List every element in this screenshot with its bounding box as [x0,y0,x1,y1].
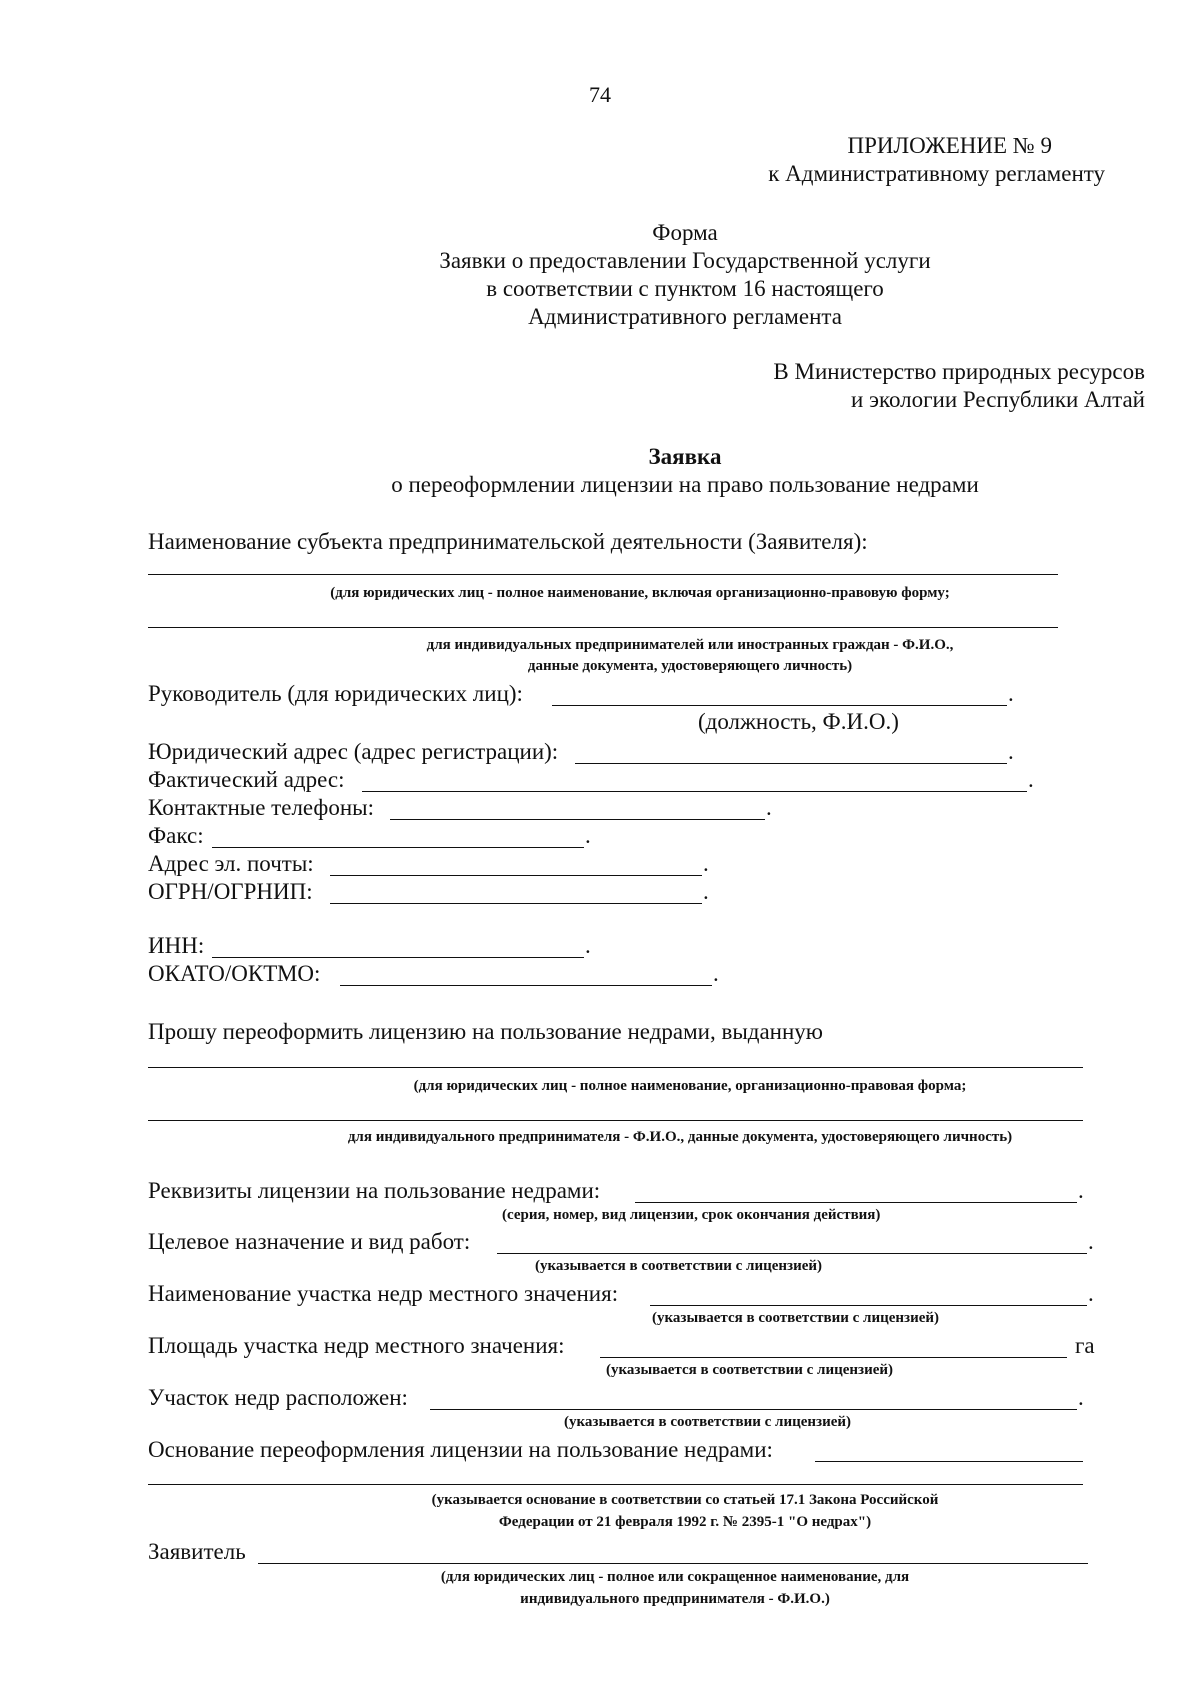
license-requisites-hint: (серия, номер, вид лицензии, срок окончания действия) [502,1207,881,1223]
inn-line[interactable] [212,957,584,958]
inn-dot: . [585,933,591,958]
head-hint: (должность, Ф.И.О.) [698,709,899,734]
ogrn-dot: . [703,879,709,904]
head-label: Руководитель (для юридических лиц): [148,681,523,706]
basis-hint-1: (указывается основание в соответствии со статьей 17.1 Закона Российской [431,1492,939,1508]
plot-location-line[interactable] [430,1409,1077,1410]
application-title: Заявка [648,444,722,469]
form-title-line3: в соответствии с пунктом 16 настоящего [486,276,884,301]
applicant-name-line-1[interactable] [148,574,1058,575]
fax-line[interactable] [212,847,584,848]
appendix-reference: к Административному регламенту [768,161,1105,186]
phones-dot: . [766,795,772,820]
purpose-hint: (указывается в соответствии с лицензией) [535,1258,823,1274]
ogrn-label: ОГРН/ОГРНИП: [148,879,313,904]
actual-address-dot: . [1028,767,1034,792]
basis-line-1[interactable] [815,1461,1083,1462]
head-field-line[interactable] [552,705,1007,706]
license-requisites-line[interactable] [635,1202,1077,1203]
legal-address-line[interactable] [575,763,1007,764]
actual-address-label: Фактический адрес: [148,767,345,792]
plot-name-hint: (указывается в соответствии с лицензией) [652,1310,940,1326]
plot-name-dot: . [1088,1281,1094,1306]
form-title-line2: Заявки о предоставлении Государственной услуги [439,248,931,273]
request-line-1[interactable] [148,1067,1083,1068]
purpose-line[interactable] [497,1253,1087,1254]
plot-location-dot: . [1078,1385,1084,1410]
plot-area-hint: (указывается в соответствии с лицензией) [606,1362,894,1378]
signature-hint-1: (для юридических лиц - полное или сокращенное наименование, для [440,1569,910,1585]
plot-name-label: Наименование участка недр местного значения: [148,1281,619,1306]
email-label: Адрес эл. почты: [148,851,314,876]
license-requisites-label: Реквизиты лицензии на пользование недрами: [148,1178,601,1203]
request-hint-1: (для юридических лиц - полное наименование, организационно-правовая форма; [413,1078,967,1094]
purpose-dot: . [1088,1229,1094,1254]
request-line-2[interactable] [148,1120,1083,1121]
phones-label: Контактные телефоны: [148,795,374,820]
application-subtitle: о переоформлении лицензии на право пользование недрами [391,472,979,497]
okato-line[interactable] [340,985,712,986]
head-dot: . [1008,681,1014,706]
email-dot: . [703,851,709,876]
plot-name-line[interactable] [650,1305,1087,1306]
inn-label: ИНН: [148,933,205,958]
plot-location-label: Участок недр расположен: [148,1385,408,1410]
applicant-name-line-2[interactable] [148,627,1058,628]
fax-dot: . [585,823,591,848]
request-label: Прошу переоформить лицензию на пользование недрами, выданную [148,1019,823,1044]
applicant-hint-1: (для юридических лиц - полное наименование, включая организационно-правовую форму; [330,585,950,601]
form-title-line4: Административного регламента [528,304,842,329]
plot-area-label: Площадь участка недр местного значения: [148,1333,565,1358]
legal-address-dot: . [1008,739,1014,764]
addressee-line2: и экологии Республики Алтай [851,387,1145,412]
appendix-number: ПРИЛОЖЕНИЕ № 9 [847,133,1052,158]
okato-label: ОКАТО/ОКТМО: [148,961,321,986]
addressee-line1: В Министерство природных ресурсов [773,359,1145,384]
basis-hint-2: Федерации от 21 февраля 1992 г. № 2395-1 "О недрах") [498,1514,872,1530]
request-hint-2: для индивидуального предпринимателя - Ф.И.О., данные документа, удостоверяющего личность) [347,1129,1013,1145]
legal-address-label: Юридический адрес (адрес регистрации): [148,739,559,764]
applicant-label: Наименование субъекта предпринимательской деятельности (Заявителя): [148,529,868,554]
basis-label: Основание переоформления лицензии на пользование недрами: [148,1437,773,1462]
fax-label: Факс: [148,823,204,848]
signature-line[interactable] [258,1563,1088,1564]
license-requisites-dot: . [1078,1178,1084,1203]
email-line[interactable] [330,875,702,876]
plot-area-unit: га [1075,1333,1095,1358]
okato-dot: . [713,961,719,986]
applicant-hint-2: для индивидуальных предпринимателей или иностранных граждан - Ф.И.О., [426,637,954,653]
actual-address-line[interactable] [362,791,1027,792]
page-number: 74 [589,82,611,107]
signature-hint-2: индивидуального предпринимателя - Ф.И.О.) [520,1591,830,1607]
purpose-label: Целевое назначение и вид работ: [148,1229,471,1254]
basis-line-2[interactable] [148,1484,1083,1485]
plot-area-line[interactable] [600,1357,1067,1358]
plot-location-hint: (указывается в соответствии с лицензией) [564,1414,852,1430]
signature-label: Заявитель [148,1539,246,1564]
ogrn-line[interactable] [330,903,702,904]
form-title-line1: Форма [652,220,718,245]
phones-line[interactable] [390,819,765,820]
applicant-hint-3: данные документа, удостоверяющего личность) [527,658,853,674]
